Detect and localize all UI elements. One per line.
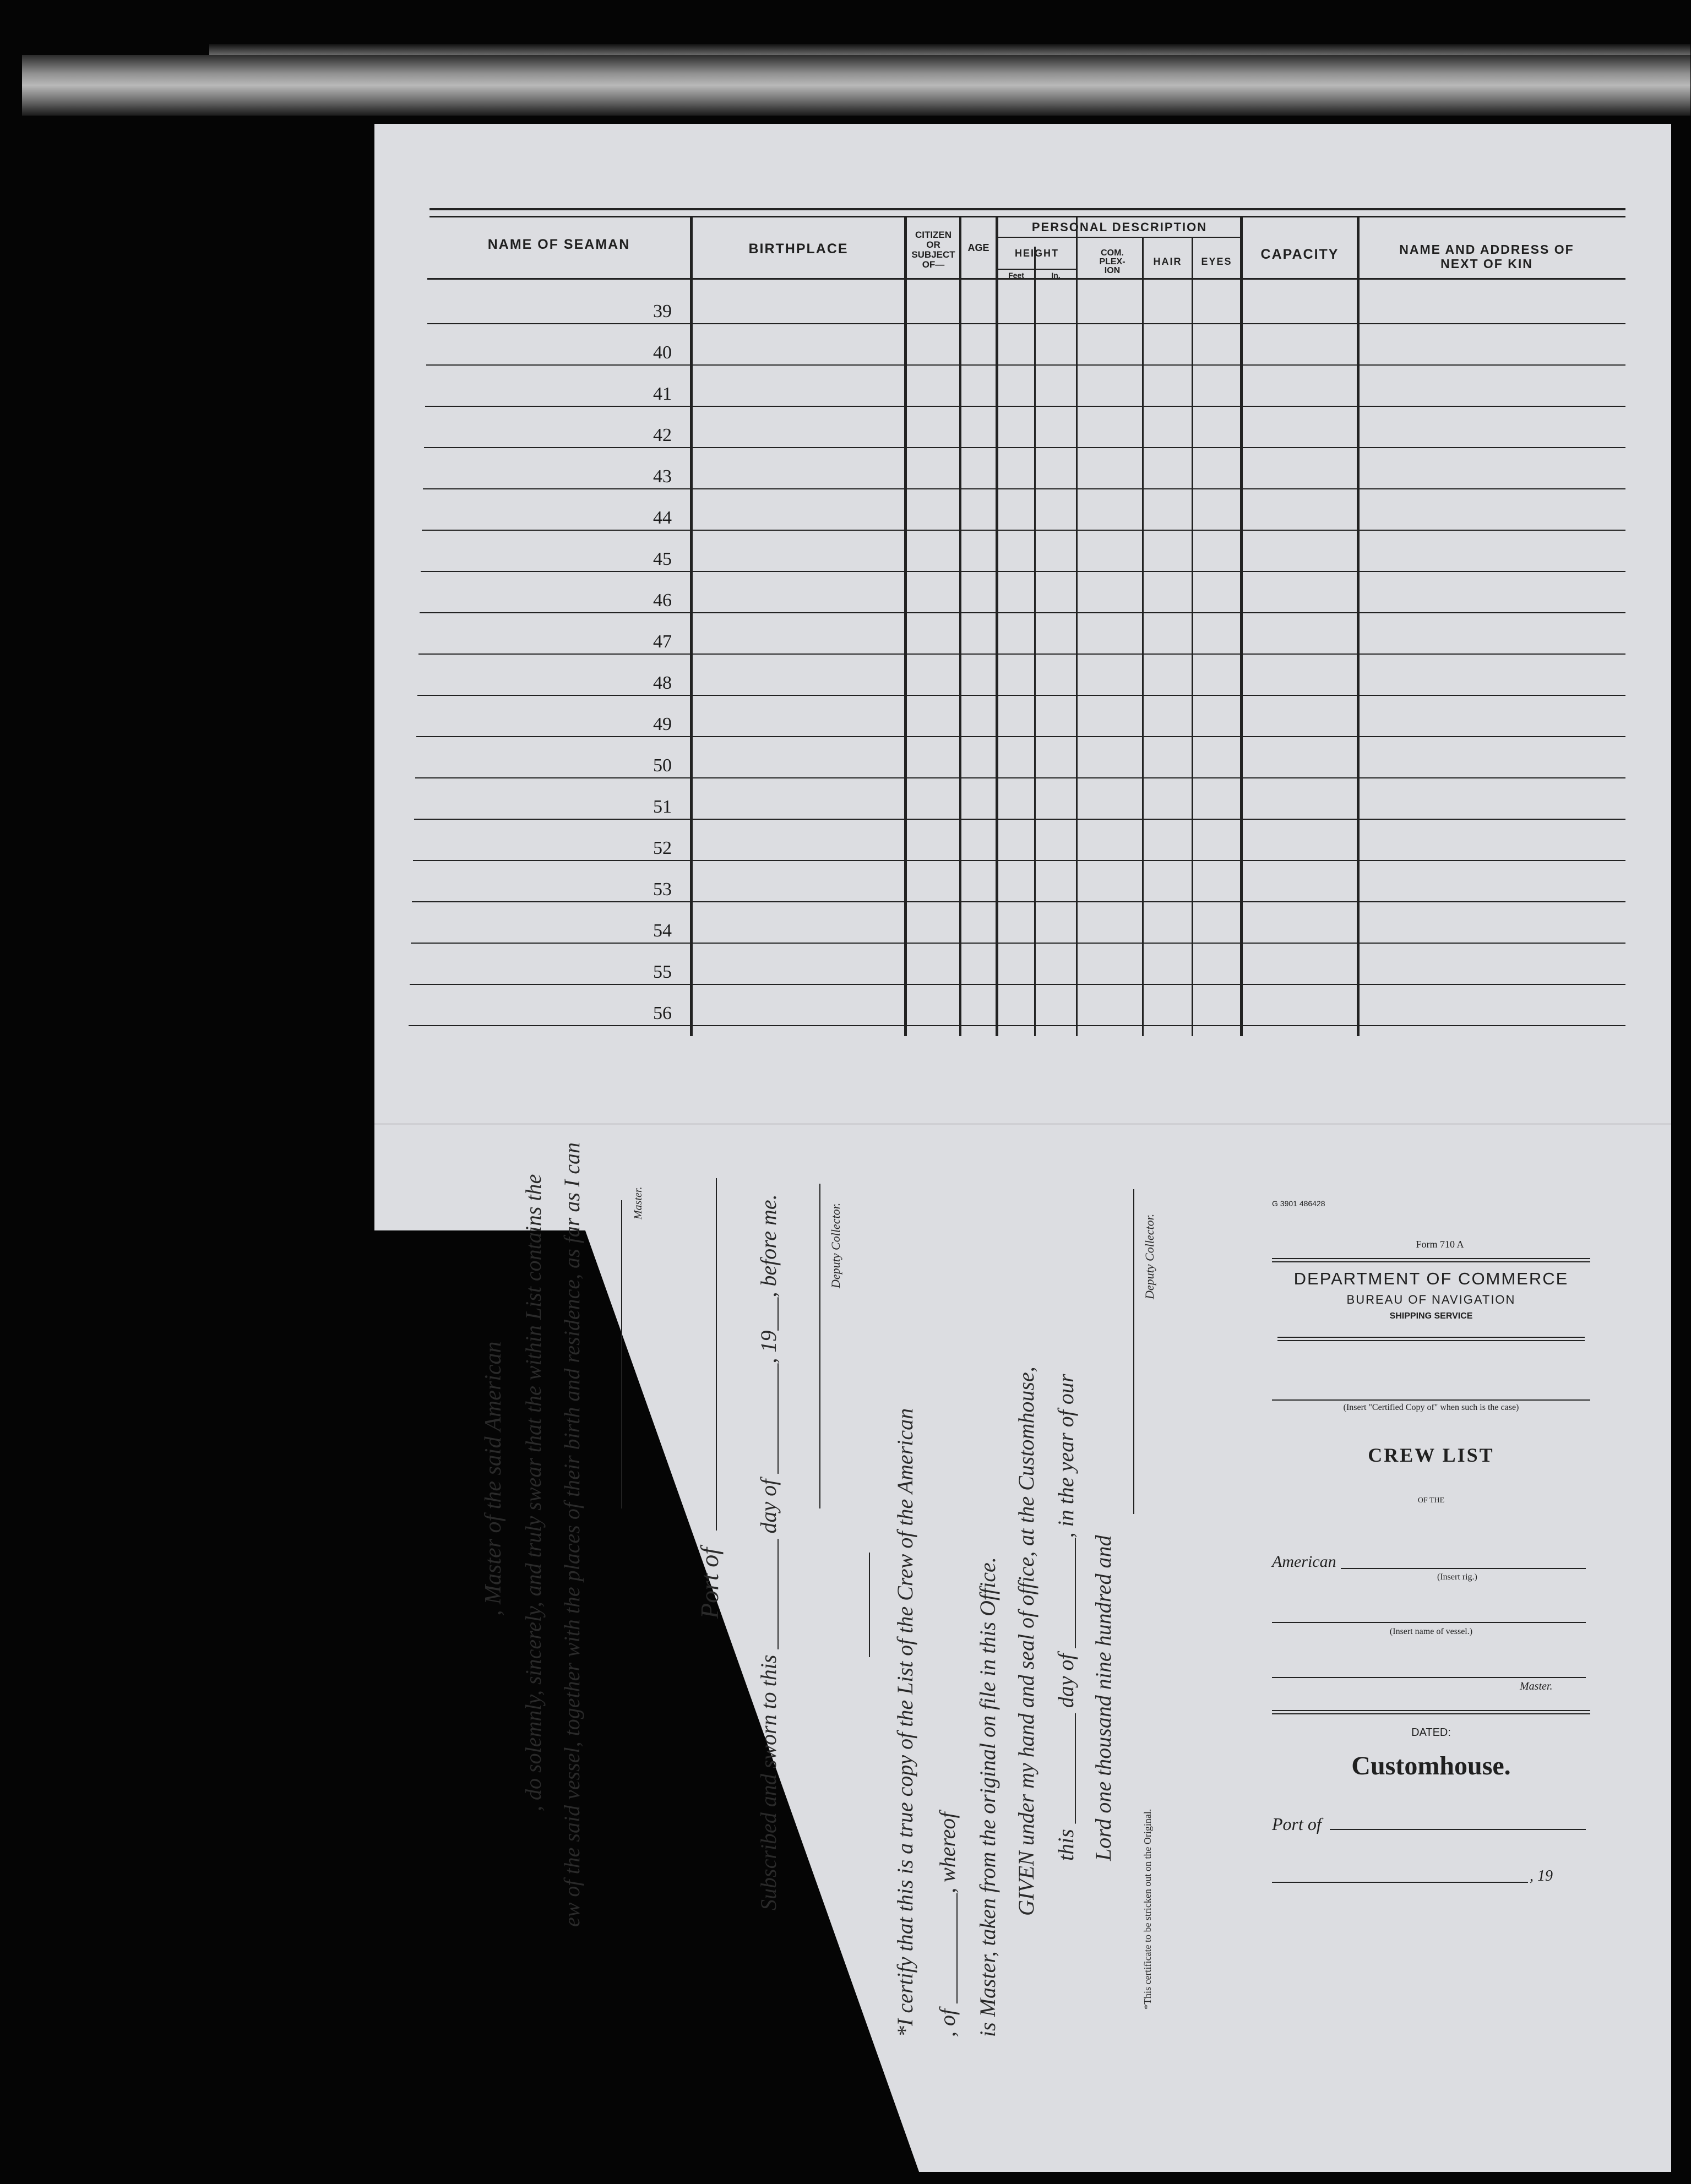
header-feet: Feet bbox=[1008, 271, 1024, 280]
header-eyes: EYES bbox=[1201, 256, 1232, 267]
separator-mark bbox=[869, 1553, 870, 1657]
collector-line-1 bbox=[819, 1184, 820, 1508]
certificate-line-4: GIVEN under my hand and seal of office, at the Customhouse, bbox=[1014, 1366, 1038, 1916]
oath-line-swear: , do solemnly, sincerely, and truly swear that the within List contains the bbox=[521, 1174, 546, 1811]
header-personal-description: PERSONAL DESCRIPTION bbox=[1031, 220, 1208, 234]
col-line bbox=[1076, 216, 1078, 1036]
insert-certified-note: (Insert "Certified Copy of" when such is the case) bbox=[1343, 1403, 1519, 1412]
row-number: 50 bbox=[653, 755, 672, 776]
row-number: 43 bbox=[653, 466, 672, 487]
row-rule bbox=[415, 777, 1625, 778]
header-birthplace: BIRTHPLACE bbox=[748, 241, 849, 257]
row-rule bbox=[413, 860, 1625, 861]
header-height: HEIGHT bbox=[1014, 248, 1059, 259]
cover-rule-1 bbox=[1272, 1258, 1590, 1259]
row-rule bbox=[412, 901, 1625, 902]
row-rule bbox=[427, 323, 1625, 324]
year-label: , 19 bbox=[1530, 1867, 1553, 1885]
header-age: AGE bbox=[967, 242, 989, 253]
page-fold bbox=[374, 1123, 1671, 1125]
oath-master-label: Master. bbox=[632, 1186, 644, 1219]
col-line bbox=[1142, 237, 1144, 1036]
row-rule bbox=[418, 653, 1625, 655]
row-rule bbox=[417, 695, 1625, 696]
cover-rule-5 bbox=[1272, 1710, 1590, 1711]
col-line bbox=[1357, 216, 1360, 1036]
master-signature-line bbox=[621, 1200, 622, 1508]
cover-rule-6 bbox=[1272, 1713, 1590, 1714]
certificate-line-3: is Master, taken from the original on file in this Office. bbox=[975, 1557, 1000, 2037]
row-rule bbox=[421, 571, 1625, 572]
row-number: 44 bbox=[653, 508, 672, 528]
row-rule bbox=[416, 736, 1625, 737]
row-number: 54 bbox=[653, 921, 672, 941]
vessel-name-line bbox=[1272, 1622, 1586, 1623]
row-number: 53 bbox=[653, 879, 672, 900]
port-line-cover bbox=[1330, 1829, 1586, 1830]
row-number: 39 bbox=[653, 301, 672, 322]
row-rule bbox=[425, 406, 1625, 407]
of-the-label: OF THE bbox=[1417, 1496, 1445, 1505]
insert-rig-note: (Insert rig.) bbox=[1437, 1572, 1477, 1582]
oath-line-crew: ew of the said vessel, together with the places of their birth and residence, as far as I can bbox=[559, 1142, 584, 1927]
row-number: 47 bbox=[653, 631, 672, 652]
oath-port-of: Port of bbox=[695, 1547, 724, 1619]
header-next-of-kin: NAME AND ADDRESS OF NEXT OF KIN bbox=[1399, 242, 1574, 271]
header-citizen: CITIZEN OR SUBJECT OF— bbox=[911, 230, 955, 270]
header-inches: In. bbox=[1051, 271, 1061, 280]
document-page bbox=[374, 124, 1671, 1230]
header-capacity: CAPACITY bbox=[1260, 247, 1339, 262]
insert-name-note: (Insert name of vessel.) bbox=[1389, 1627, 1473, 1636]
row-number: 41 bbox=[653, 384, 672, 404]
port-of-label: Port of bbox=[1272, 1814, 1322, 1834]
cover-rule-3 bbox=[1277, 1337, 1585, 1338]
collector-line-2 bbox=[1133, 1189, 1134, 1514]
col-line bbox=[1240, 216, 1243, 1036]
row-number: 40 bbox=[653, 342, 672, 363]
height-rule bbox=[996, 269, 1076, 270]
row-number: 55 bbox=[653, 962, 672, 982]
date-line-cover bbox=[1272, 1882, 1528, 1883]
row-rule bbox=[420, 612, 1625, 613]
port-line bbox=[716, 1178, 717, 1531]
row-number: 56 bbox=[653, 1003, 672, 1023]
row-rule bbox=[409, 1025, 1625, 1026]
certified-copy-line bbox=[1272, 1399, 1590, 1401]
top-rule bbox=[429, 208, 1625, 210]
master-label: Master. bbox=[1520, 1680, 1553, 1692]
row-rule bbox=[426, 364, 1625, 366]
form-number: Form 710 A bbox=[1416, 1239, 1464, 1250]
row-number: 46 bbox=[653, 590, 672, 611]
shipping-service: SHIPPING SERVICE bbox=[1389, 1311, 1473, 1321]
row-number: 52 bbox=[653, 838, 672, 858]
personal-rule bbox=[996, 237, 1240, 238]
bureau-title: BUREAU OF NAVIGATION bbox=[1346, 1293, 1516, 1306]
row-number: 51 bbox=[653, 797, 672, 817]
top-rule-2 bbox=[429, 216, 1625, 217]
certificate-deputy-collector: Deputy Collector. bbox=[1143, 1213, 1156, 1299]
oath-deputy-collector-1: Deputy Collector. bbox=[829, 1202, 842, 1288]
col-line bbox=[959, 216, 961, 1036]
row-rule bbox=[423, 488, 1625, 489]
row-number: 48 bbox=[653, 673, 672, 693]
cover-rule-4 bbox=[1277, 1340, 1585, 1341]
cover-rule-2 bbox=[1272, 1261, 1590, 1262]
header-complexion: COM. PLEX- ION bbox=[1099, 248, 1125, 275]
header-name-of-seaman: NAME OF SEAMAN bbox=[487, 237, 630, 252]
col-line bbox=[904, 216, 907, 1036]
master-name-line bbox=[1272, 1677, 1586, 1678]
row-number: 49 bbox=[653, 714, 672, 734]
row-number: 42 bbox=[653, 425, 672, 445]
certificate-line-2: , of __________, whereof bbox=[935, 1812, 960, 2037]
oath-subscribed: Subscribed and sworn to this __________ day of __________, 19___, before me. bbox=[756, 1194, 781, 1910]
col-line bbox=[996, 216, 998, 1036]
rig-line bbox=[1341, 1568, 1586, 1569]
american-label: American bbox=[1272, 1553, 1336, 1571]
row-rule bbox=[422, 530, 1625, 531]
crew-list-title: CREW LIST bbox=[1368, 1444, 1494, 1466]
certificate-line-5: this __________ day of __________, in the year of our bbox=[1053, 1374, 1078, 1861]
certificate-line-6: Lord one thousand nine hundred and bbox=[1091, 1535, 1116, 1861]
customhouse-title: Customhouse. bbox=[1351, 1751, 1511, 1780]
dated-label: DATED: bbox=[1411, 1726, 1451, 1739]
col-line bbox=[690, 216, 693, 1036]
certificate-line-1: *I certify that this is a true copy of the List of the Crew of the American bbox=[893, 1408, 917, 2037]
row-rule bbox=[414, 819, 1625, 820]
header-hair: HAIR bbox=[1153, 256, 1182, 267]
row-rule bbox=[410, 984, 1625, 985]
rolled-paper-edge bbox=[22, 55, 1690, 116]
department-title: DEPARTMENT OF COMMERCE bbox=[1293, 1269, 1569, 1288]
print-code: G 3901 486428 bbox=[1272, 1199, 1325, 1208]
row-rule bbox=[411, 943, 1625, 944]
row-rule bbox=[424, 447, 1625, 448]
certificate-footnote: *This certificate to be stricken out on the Original. bbox=[1142, 1809, 1153, 2009]
col-line bbox=[1192, 237, 1193, 1036]
oath-line-master: , Master of the said American bbox=[481, 1341, 506, 1616]
row-number: 45 bbox=[653, 549, 672, 569]
